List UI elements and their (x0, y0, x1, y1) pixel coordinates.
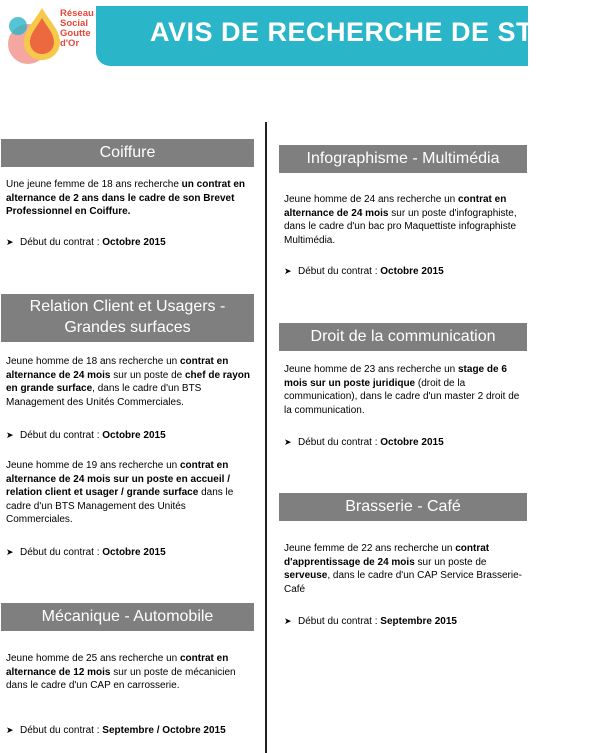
text-bold: un contrat en alternance de 2 ans dans le cadre de son Brevet Professionnel en Coiffure. (6, 179, 246, 217)
start-value: Octobre 2015 (102, 547, 166, 558)
text: Une jeune femme de 18 ans recherche (6, 179, 182, 190)
text: (droit de la communication), dans le cadre d'un master 2 droit de la communication. (284, 377, 520, 416)
text: sur un poste de mécanicien dans le cadre d'un CAP en carrosserie. (6, 666, 236, 691)
header-banner (0, 0, 610, 72)
arrow-bullet-icon: ➤ (284, 437, 292, 447)
text-bold: contrat d'apprentissage de 24 mois (284, 543, 490, 568)
start-label: Début du contrat : (298, 616, 381, 627)
offer-droit-text (284, 363, 529, 417)
text-bold: chef de rayon en grande surface (6, 369, 251, 394)
start-value: Octobre 2015 (102, 237, 166, 248)
offer-brasserie-text (284, 542, 529, 596)
text: Jeune homme de 25 ans recherche un (6, 653, 180, 664)
start-label: Début du contrat : (298, 266, 381, 277)
text: dans le cadre d'un BTS Management des Unités Commerciales. (6, 487, 234, 525)
offer-relation-1-text (6, 355, 254, 409)
offer-coiffure-start (6, 236, 166, 249)
offer-coiffure-text (6, 178, 254, 219)
text-bold: contrat en alternance de 24 mois (284, 194, 507, 219)
section-coiffure-title: Coiffure (1, 139, 254, 167)
text: , dans le cadre d'un BTS Management des Unités Commerciales. (6, 383, 202, 408)
start-value: Octobre 2015 (102, 430, 166, 441)
logo-text: Réseau Social Goutte d'Or (60, 8, 94, 49)
offer-droit-start (284, 436, 444, 449)
start-label: Début du contrat : (298, 437, 381, 448)
offer-infographisme-start (284, 265, 444, 278)
text-bold: contrat en alternance de 12 mois (6, 653, 229, 678)
arrow-bullet-icon: ➤ (284, 616, 292, 626)
text: Jeune homme de 24 ans recherche un (284, 194, 458, 205)
start-value: Octobre 2015 (380, 437, 444, 448)
start-label: Début du contrat : (20, 725, 103, 736)
text-bold: contrat en alternance de 24 mois (6, 356, 229, 381)
logo (6, 4, 98, 68)
start-value: Septembre / Octobre 2015 (102, 725, 226, 736)
offer-mecanique-text (6, 652, 254, 693)
start-label: Début du contrat : (20, 430, 103, 441)
offer-mecanique-start (6, 724, 226, 737)
section-infographisme-title: Infographisme - Multimédia (279, 145, 527, 173)
offer-infographisme-text (284, 193, 529, 247)
text-bold: stage de 6 mois sur un poste juridique (284, 364, 507, 389)
arrow-bullet-icon: ➤ (6, 237, 14, 247)
text: Jeune homme de 18 ans recherche un (6, 356, 180, 367)
text: Jeune homme de 23 ans recherche un (284, 364, 458, 375)
offer-relation-2-text (6, 459, 254, 527)
start-value: Septembre 2015 (380, 616, 457, 627)
offer-relation-1-start (6, 429, 166, 442)
section-droit-title: Droit de la communication (279, 323, 527, 351)
section-mecanique-title: Mécanique - Automobile (1, 603, 254, 631)
start-value: Octobre 2015 (380, 266, 444, 277)
column-divider (265, 122, 267, 753)
section-brasserie-title: Brasserie - Café (279, 493, 527, 521)
text: sur un poste de (414, 556, 487, 568)
offer-relation-2-start (6, 546, 166, 559)
arrow-bullet-icon: ➤ (284, 266, 292, 276)
text-bold: serveuse (284, 570, 328, 581)
start-label: Début du contrat : (20, 547, 103, 558)
arrow-bullet-icon: ➤ (6, 430, 14, 440)
section-relation-title: Relation Client et Usagers - Grandes surfaces (1, 294, 254, 342)
text: Jeune femme de 22 ans recherche un (284, 543, 456, 554)
arrow-bullet-icon: ➤ (6, 725, 14, 735)
start-label: Début du contrat : (20, 237, 103, 248)
text: sur un poste d'infographiste, dans le cadre d'un bac pro Maquettiste infographiste Multimédia. (284, 207, 517, 246)
text: , dans le cadre d'un CAP Service Brasserie-Café (284, 570, 522, 595)
drop-logo-icon (6, 4, 66, 68)
text: sur un poste de (110, 369, 185, 381)
page-title: AVIS DE RECHERCHE DE STAGES (150, 17, 610, 47)
text: Jeune homme de 19 ans recherche un (6, 460, 180, 471)
arrow-bullet-icon: ➤ (6, 547, 14, 557)
offer-brasserie-start (284, 615, 457, 628)
text-bold: contrat en alternance de 24 mois sur un poste en accueil / relation client et usager / grande surface (6, 460, 230, 498)
